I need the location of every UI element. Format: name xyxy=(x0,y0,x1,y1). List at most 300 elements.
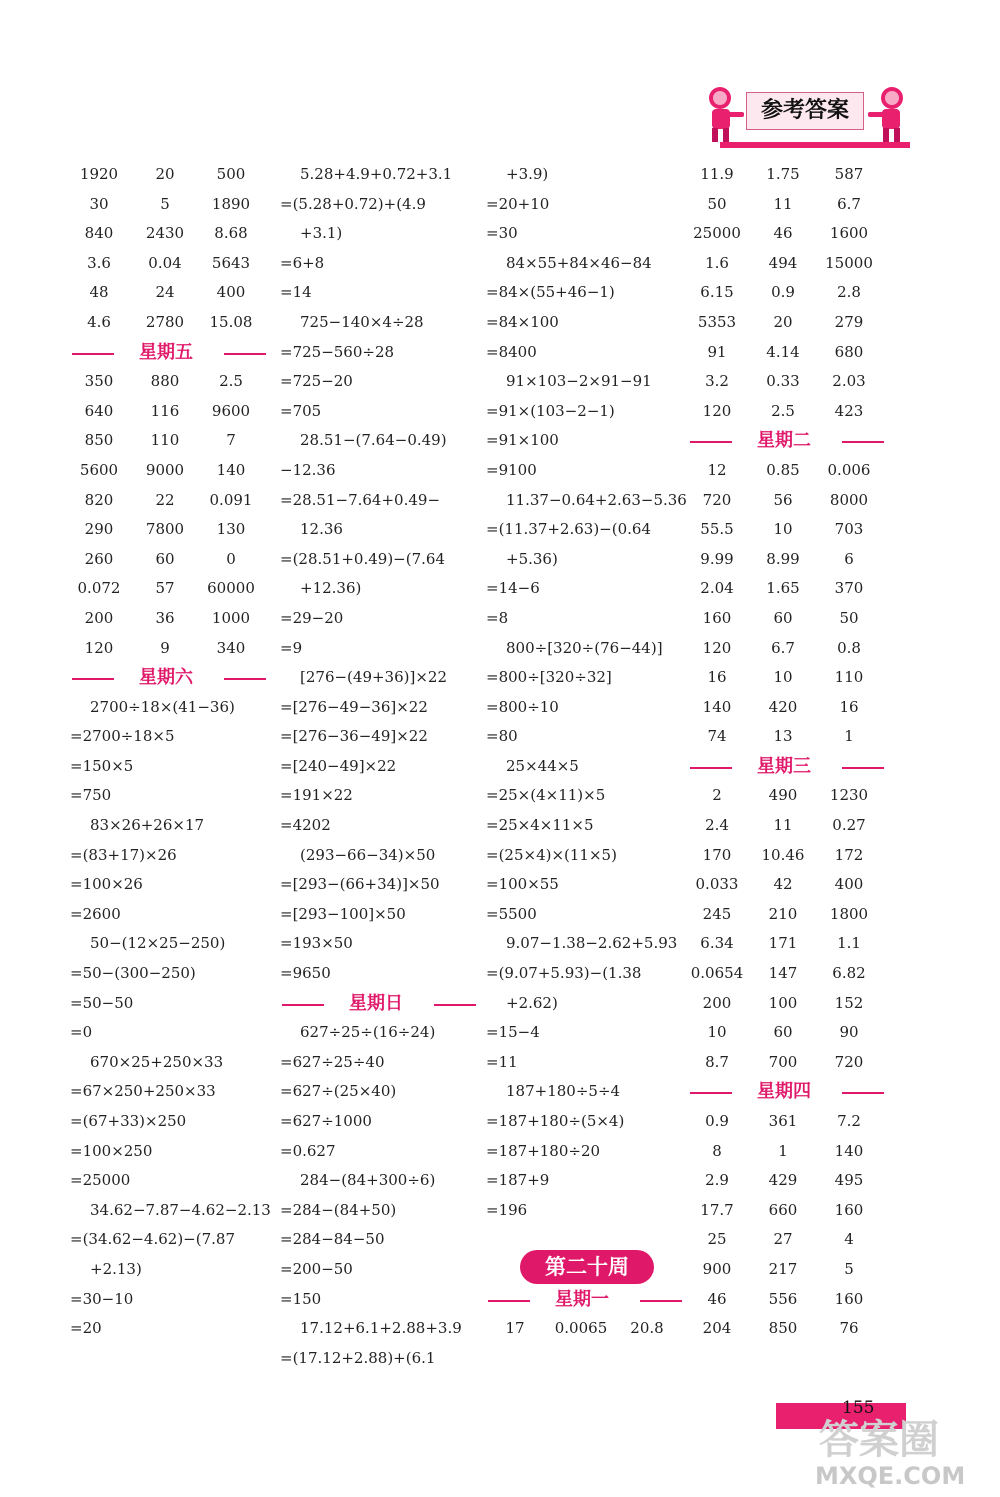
cartoon-figure-left-icon xyxy=(700,84,744,144)
expression-line: 670×25+250×33 xyxy=(90,1052,224,1071)
answer-row xyxy=(684,1018,884,1048)
heading-rule-left xyxy=(690,441,732,443)
answer-row xyxy=(684,278,884,308)
expression-line: [276−(49+36)]×22 xyxy=(300,668,448,687)
answer-value: 6.7 xyxy=(837,194,861,213)
solution-step: =84×100 xyxy=(486,312,559,331)
expression-line: 34.62−7.87−4.62−2.13 xyxy=(90,1200,271,1219)
expression-line: +3.1) xyxy=(300,224,343,243)
heading-rule-right xyxy=(842,441,884,443)
solution-step: =[293−(66+34)]×50 xyxy=(280,875,440,894)
answer-value: 0.04 xyxy=(148,253,182,272)
solution-step: =9 xyxy=(280,638,303,657)
answer-row xyxy=(684,219,884,249)
solution-step: =91×(103−2−1) xyxy=(486,401,615,420)
expression-line: 2700÷18×(41−36) xyxy=(90,697,235,716)
solution-step: =4202 xyxy=(280,816,331,835)
answer-value: 1920 xyxy=(79,165,119,183)
solution-step: =(28.51+0.49)−(7.64 xyxy=(280,549,445,568)
answer-column-1 xyxy=(66,160,271,1344)
heading-rule-left xyxy=(282,1004,324,1006)
answer-value: 4 xyxy=(844,1230,854,1249)
answer-row xyxy=(66,426,266,456)
answer-value: 6.7 xyxy=(771,638,795,657)
answer-value: 20 xyxy=(155,165,175,183)
answer-value: 900 xyxy=(702,1259,732,1278)
answer-value: 1800 xyxy=(829,904,869,923)
expression-line: 9.07−1.38−2.62+5.93 xyxy=(506,934,678,953)
solution-step: =(17.12+2.88)+(6.1 xyxy=(280,1348,436,1367)
answer-value: 5 xyxy=(844,1259,854,1278)
weekday-heading xyxy=(684,752,884,782)
watermark-logo: 答案圈 xyxy=(819,1417,939,1463)
answer-value: 703 xyxy=(834,520,864,539)
expression-line: 91×103−2×91−91 xyxy=(506,372,652,391)
answer-value: 0.091 xyxy=(209,490,253,509)
solution-step: =(67+33)×250 xyxy=(70,1112,187,1130)
expression-line: 627÷25÷(16÷24) xyxy=(300,1023,436,1042)
answer-value: 200 xyxy=(84,608,114,627)
answer-value: 25 xyxy=(707,1230,727,1249)
answer-value: 55.5 xyxy=(700,520,734,539)
answer-row xyxy=(66,249,266,279)
answer-value: 350 xyxy=(84,372,114,391)
solution-step: =705 xyxy=(280,401,322,420)
solution-step: =800÷[320÷32] xyxy=(486,668,612,687)
solution-step: =(9.07+5.93)−(1.38 xyxy=(486,964,642,983)
answer-value: 720 xyxy=(834,1052,864,1071)
weekday-heading xyxy=(684,426,884,456)
expression-line: (293−66−34)×50 xyxy=(300,845,436,864)
answer-value: 6.34 xyxy=(700,934,734,953)
answer-value: 7 xyxy=(226,431,236,450)
answer-value: 171 xyxy=(768,934,798,953)
expression-line: +5.36) xyxy=(506,549,558,568)
answer-value: 60000 xyxy=(207,579,255,598)
answer-row xyxy=(684,1048,884,1078)
answer-value: 420 xyxy=(768,697,798,716)
answer-row xyxy=(66,604,266,634)
answer-value: 60 xyxy=(155,549,175,568)
answer-value: 5353 xyxy=(697,312,737,331)
answer-value: 120 xyxy=(702,638,732,657)
answer-row xyxy=(684,1166,884,1196)
answer-value: 27 xyxy=(773,1230,793,1249)
answer-row xyxy=(684,397,884,427)
solution-step: =15−4 xyxy=(486,1023,540,1042)
solution-step: =11 xyxy=(486,1052,518,1071)
solution-step: =91×100 xyxy=(486,431,559,450)
solution-step: =30−10 xyxy=(70,1289,134,1308)
answer-value: 0.27 xyxy=(832,816,866,835)
heading-rule-left xyxy=(690,1092,732,1094)
answer-row xyxy=(66,190,266,220)
answer-row xyxy=(66,278,266,308)
answer-value: 5643 xyxy=(211,253,251,272)
answer-row xyxy=(684,1255,884,1285)
answer-value: 2430 xyxy=(145,224,185,243)
answer-value: 290 xyxy=(84,520,114,539)
expression-line: 800÷[320÷(76−44)] xyxy=(506,638,663,657)
heading-rule-right xyxy=(842,1092,884,1094)
answer-value: 1600 xyxy=(829,224,869,243)
expression-line: +2.13) xyxy=(90,1259,142,1278)
banner-floor xyxy=(720,142,910,148)
solution-step: =725−560÷28 xyxy=(280,342,395,361)
answer-value: 22 xyxy=(155,490,175,509)
answer-value: 9 xyxy=(160,638,170,657)
solution-step: =627÷1000 xyxy=(280,1112,372,1130)
solution-step: =187+180÷(5×4) xyxy=(486,1112,625,1130)
answer-value: 9.99 xyxy=(700,549,734,568)
answer-value: 17.7 xyxy=(700,1200,734,1219)
weekday-heading xyxy=(276,989,476,1019)
solution-step: =67×250+250×33 xyxy=(70,1082,216,1101)
solution-step: =196 xyxy=(486,1200,528,1219)
answer-value: 700 xyxy=(768,1052,798,1071)
answer-value: 210 xyxy=(768,904,798,923)
answer-row xyxy=(684,870,884,900)
answer-value: 91 xyxy=(707,342,727,361)
solution-step: =(83+17)×26 xyxy=(70,845,177,864)
answer-value: 46 xyxy=(707,1289,727,1308)
answer-row xyxy=(684,781,884,811)
weekday-heading xyxy=(684,1077,884,1107)
weekday-heading xyxy=(66,663,266,693)
answer-row xyxy=(684,989,884,1019)
answer-column-2 xyxy=(276,160,476,1373)
answer-value: 8 xyxy=(712,1141,722,1160)
answer-value: 147 xyxy=(768,964,798,983)
answer-row xyxy=(66,308,266,338)
solution-step: =627÷25÷40 xyxy=(280,1052,385,1071)
answer-value: 660 xyxy=(768,1200,798,1219)
weekday-heading xyxy=(66,338,266,368)
heading-rule-right xyxy=(224,353,266,355)
answer-value: 1230 xyxy=(829,786,869,805)
answer-value: 1890 xyxy=(211,194,251,213)
answer-value: 400 xyxy=(834,875,864,894)
answer-value: 2.4 xyxy=(705,816,729,835)
solution-step: =25×4×11×5 xyxy=(486,816,594,835)
answer-row xyxy=(66,486,266,516)
answer-value: 16 xyxy=(839,697,859,716)
solution-step: =[276−49−36]×22 xyxy=(280,697,428,716)
answer-value: 13 xyxy=(773,727,793,746)
answer-row xyxy=(66,397,266,427)
answer-value: 6.82 xyxy=(832,964,866,983)
expression-line: 28.51−(7.64−0.49) xyxy=(300,431,447,450)
answer-value: 720 xyxy=(702,490,732,509)
answer-value: 4.6 xyxy=(87,312,111,331)
answer-value: 160 xyxy=(834,1289,864,1308)
answer-value: 4.14 xyxy=(766,342,800,361)
answer-row xyxy=(66,367,266,397)
answer-value: 0.8 xyxy=(837,638,861,657)
answer-value: 8.7 xyxy=(705,1052,729,1071)
answer-row xyxy=(684,811,884,841)
heading-rule-left xyxy=(72,678,114,680)
answer-row xyxy=(66,456,266,486)
weekday-label: 星期日 xyxy=(349,992,403,1014)
expression-line: 725−140×4÷28 xyxy=(300,312,424,331)
answer-value: 74 xyxy=(707,727,727,746)
answer-value: 2.9 xyxy=(705,1171,729,1190)
solution-step: =9100 xyxy=(486,460,537,479)
answer-row xyxy=(684,693,884,723)
answer-row xyxy=(684,160,884,190)
answer-value: 680 xyxy=(834,342,864,361)
answer-value: 57 xyxy=(155,579,175,598)
solution-step: =84×(55+46−1) xyxy=(486,283,615,302)
answer-value: 11 xyxy=(773,194,793,213)
answer-value: 495 xyxy=(834,1171,864,1190)
answer-row xyxy=(684,456,884,486)
answer-value: 500 xyxy=(216,165,246,183)
solution-step: =[240−49]×22 xyxy=(280,756,397,775)
answer-value: 15.08 xyxy=(209,312,253,331)
answer-row xyxy=(684,545,884,575)
watermark-url: MXQE.COM xyxy=(815,1462,966,1490)
answer-value: 494 xyxy=(768,253,798,272)
answer-value: 170 xyxy=(702,845,732,864)
answer-value: 423 xyxy=(834,401,864,420)
solution-step: =29−20 xyxy=(280,608,344,627)
answer-value: 60 xyxy=(773,608,793,627)
answer-row xyxy=(684,1107,884,1137)
answer-row xyxy=(684,1285,884,1315)
answer-value: 110 xyxy=(834,668,864,687)
answer-value: 24 xyxy=(155,283,175,302)
answer-value: 140 xyxy=(834,1141,864,1160)
answer-value: 2.04 xyxy=(700,579,734,598)
answer-row xyxy=(684,367,884,397)
answer-value: 7800 xyxy=(145,520,185,539)
cartoon-figure-right-icon xyxy=(868,84,912,144)
answer-value: 0.0065 xyxy=(554,1319,608,1338)
heading-rule-right xyxy=(434,1004,476,1006)
answer-row xyxy=(684,1137,884,1167)
answer-value: 110 xyxy=(150,431,180,450)
answer-column-3 xyxy=(482,160,687,1344)
answer-value: 0.9 xyxy=(771,283,795,302)
week-badge: 第二十周 xyxy=(520,1250,654,1284)
solution-step: =20 xyxy=(70,1319,102,1338)
answer-value: 140 xyxy=(216,460,246,479)
answer-value: 0.006 xyxy=(827,460,871,479)
answer-value: 1.65 xyxy=(766,579,800,598)
answer-value: 17 xyxy=(505,1319,525,1338)
answer-row xyxy=(684,900,884,930)
weekday-heading xyxy=(482,1285,682,1315)
answer-title: 参考答案 xyxy=(746,92,864,130)
solution-step: =750 xyxy=(70,786,112,805)
answer-value: 7.2 xyxy=(837,1112,861,1130)
expression-line: +2.62) xyxy=(506,993,558,1012)
answer-value: 0.33 xyxy=(766,372,800,391)
solution-step: −12.36 xyxy=(280,460,336,479)
weekday-label: 星期五 xyxy=(139,341,193,363)
answer-value: 5600 xyxy=(79,460,119,479)
answer-value: 245 xyxy=(702,904,732,923)
answer-value: 1000 xyxy=(211,608,251,627)
answer-value: 42 xyxy=(773,875,793,894)
answer-value: 9000 xyxy=(145,460,185,479)
answer-value: 8000 xyxy=(829,490,869,509)
expression-line: 284−(84+300÷6) xyxy=(300,1171,436,1190)
solution-step: =80 xyxy=(486,727,518,746)
solution-step: =0.627 xyxy=(280,1141,336,1160)
answer-row xyxy=(684,841,884,871)
solution-step: =28.51−7.64+0.49− xyxy=(280,490,441,509)
answer-value: 0 xyxy=(226,549,236,568)
answer-value: 2.5 xyxy=(771,401,795,420)
solution-step: =50−50 xyxy=(70,993,134,1012)
answer-row xyxy=(66,219,266,249)
answer-value: 640 xyxy=(84,401,114,420)
answer-value: 850 xyxy=(84,431,114,450)
expression-line: +12.36) xyxy=(300,579,362,598)
expression-line: +3.9) xyxy=(506,165,549,183)
solution-step: =(34.62−4.62)−(7.87 xyxy=(70,1230,235,1249)
solution-step: =5500 xyxy=(486,904,537,923)
answer-value: 48 xyxy=(89,283,109,302)
answer-value: 60 xyxy=(773,1023,793,1042)
solution-step: =20+10 xyxy=(486,194,550,213)
answer-value: 16 xyxy=(707,668,727,687)
answer-row xyxy=(684,338,884,368)
solution-step: =14−6 xyxy=(486,579,540,598)
solution-step: =2700÷18×5 xyxy=(70,727,175,746)
answer-value: 120 xyxy=(702,401,732,420)
answer-value: 400 xyxy=(216,283,246,302)
solution-step: =150 xyxy=(280,1289,322,1308)
answer-value: 152 xyxy=(834,993,864,1012)
expression-line: 11.37−0.64+2.63−5.36 xyxy=(506,490,687,509)
solution-step: =25000 xyxy=(70,1171,131,1190)
answer-column-4 xyxy=(684,160,884,1344)
solution-step: =(25×4)×(11×5) xyxy=(486,845,617,864)
answer-row xyxy=(684,249,884,279)
answer-row xyxy=(684,1196,884,1226)
answer-value: 260 xyxy=(84,549,114,568)
answer-value: 200 xyxy=(702,993,732,1012)
answer-value: 0.0654 xyxy=(690,964,744,983)
answer-value: 160 xyxy=(702,608,732,627)
answer-row xyxy=(684,190,884,220)
answer-value: 850 xyxy=(768,1319,798,1338)
answer-value: 160 xyxy=(834,1200,864,1219)
heading-rule-right xyxy=(640,1300,682,1302)
answer-row xyxy=(684,308,884,338)
answer-value: 0.033 xyxy=(695,875,739,894)
answer-value: 279 xyxy=(834,312,864,331)
solution-step: =(11.37+2.63)−(0.64 xyxy=(486,520,651,539)
answer-value: 120 xyxy=(84,638,114,657)
answer-value: 429 xyxy=(768,1171,798,1190)
answer-value: 0.85 xyxy=(766,460,800,479)
answer-value: 10.46 xyxy=(761,845,805,864)
answer-row xyxy=(66,545,266,575)
answer-value: 840 xyxy=(84,224,114,243)
weekday-label: 星期一 xyxy=(555,1288,609,1310)
solution-step: =(5.28+0.72)+(4.9 xyxy=(280,194,426,213)
answer-value: 3.2 xyxy=(705,372,729,391)
answer-banner xyxy=(700,84,915,154)
solution-step: =200−50 xyxy=(280,1259,353,1278)
heading-rule-left xyxy=(690,767,732,769)
answer-value: 10 xyxy=(773,520,793,539)
answer-row xyxy=(66,634,266,664)
answer-value: 172 xyxy=(834,845,864,864)
answer-value: 130 xyxy=(216,520,246,539)
answer-row xyxy=(684,574,884,604)
page-number: 155 xyxy=(842,1398,875,1418)
heading-rule-right xyxy=(224,678,266,680)
answer-value: 8.68 xyxy=(214,224,248,243)
expression-line: 84×55+84×46−84 xyxy=(506,253,652,272)
answer-row xyxy=(684,1314,884,1344)
solution-step: =284−(84+50) xyxy=(280,1200,397,1219)
answer-row xyxy=(66,574,266,604)
answer-value: 820 xyxy=(84,490,114,509)
solution-step: =100×250 xyxy=(70,1141,153,1160)
answer-value: 90 xyxy=(839,1023,859,1042)
answer-value: 50 xyxy=(839,608,859,627)
answer-value: 1 xyxy=(844,727,854,746)
answer-row xyxy=(684,959,884,989)
answer-value: 880 xyxy=(150,372,180,391)
weekday-label: 星期四 xyxy=(757,1081,811,1103)
expression-line: 12.36 xyxy=(300,520,343,539)
solution-step: =8 xyxy=(486,608,509,627)
answer-value: 12 xyxy=(707,460,727,479)
heading-rule-left xyxy=(72,353,114,355)
solution-step: =627÷(25×40) xyxy=(280,1082,397,1101)
expression-line: 25×44×5 xyxy=(506,756,579,775)
answer-value: 30 xyxy=(89,194,109,213)
answer-value: 217 xyxy=(768,1259,798,1278)
answer-value: 204 xyxy=(702,1319,732,1338)
heading-rule-right xyxy=(842,767,884,769)
answer-value: 36 xyxy=(155,608,175,627)
answer-value: 11.9 xyxy=(700,165,734,183)
answer-row xyxy=(684,604,884,634)
answer-value: 1 xyxy=(778,1141,788,1160)
heading-rule-left xyxy=(488,1300,530,1302)
solution-step: =[276−36−49]×22 xyxy=(280,727,428,746)
solution-step: =2600 xyxy=(70,904,121,923)
answer-value: 11 xyxy=(773,816,793,835)
weekday-label: 星期三 xyxy=(757,755,811,777)
answer-value: 370 xyxy=(834,579,864,598)
answer-value: 9600 xyxy=(211,401,251,420)
solution-step: =0 xyxy=(70,1023,93,1042)
answer-value: 116 xyxy=(150,401,180,420)
solution-step: =191×22 xyxy=(280,786,353,805)
answer-value: 20.8 xyxy=(630,1319,664,1338)
answer-value: 2.5 xyxy=(219,372,243,391)
answer-value: 3.6 xyxy=(87,253,111,272)
answer-row xyxy=(684,1225,884,1255)
answer-value: 2780 xyxy=(145,312,185,331)
solution-step: =187+180÷20 xyxy=(486,1141,601,1160)
answer-row xyxy=(684,663,884,693)
solution-step: =8400 xyxy=(486,342,537,361)
solution-step: =150×5 xyxy=(70,756,134,775)
solution-step: =50−(300−250) xyxy=(70,964,196,983)
answer-value: 6 xyxy=(844,549,854,568)
